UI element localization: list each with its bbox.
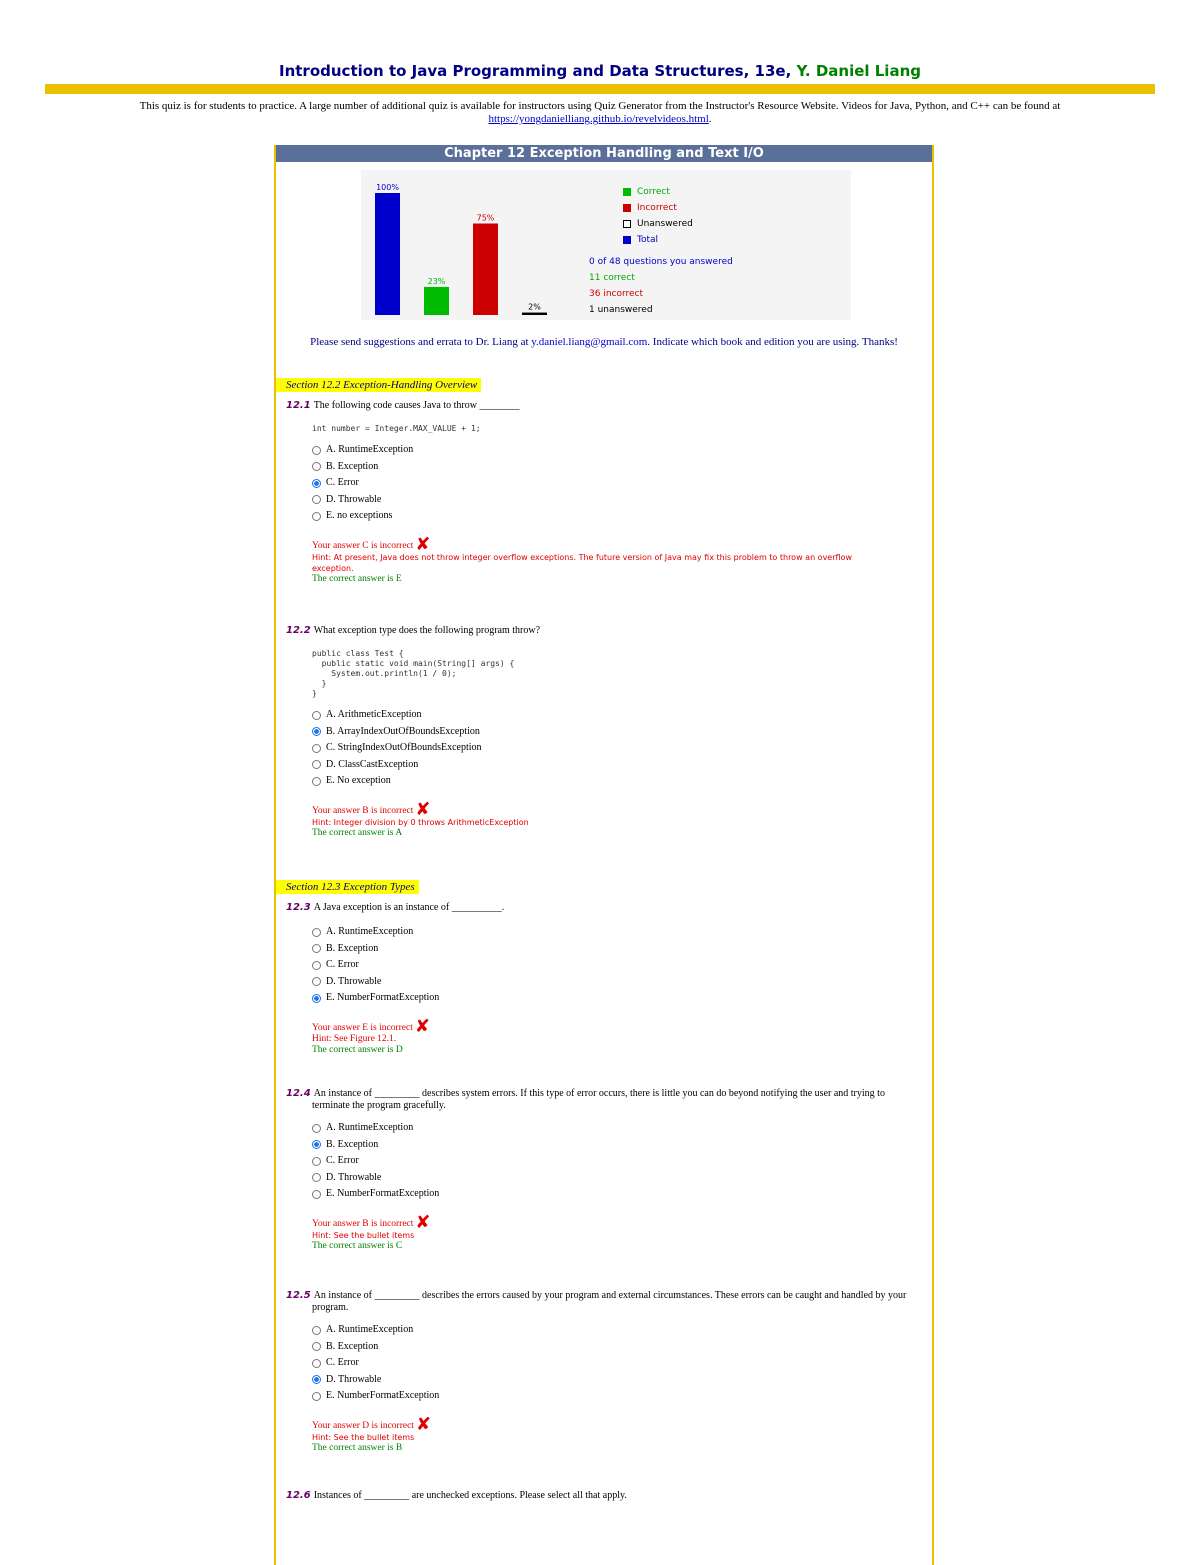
correct-answer-text: The correct answer is C [312, 1240, 403, 1251]
option-label: D. Throwable [326, 1373, 382, 1385]
book-title: Introduction to Java Programming and Data Structures, 13e, [279, 62, 792, 80]
question-12-3 [286, 902, 916, 1056]
option-a[interactable] [312, 924, 916, 941]
incorrect-x-icon: ✘ [415, 1413, 432, 1435]
incorrect-x-icon: ✘ [415, 1211, 431, 1233]
verdict-text: Your answer B is incorrect [312, 1218, 414, 1229]
legend-item-incorrect [623, 200, 693, 216]
data-label-unanswered: 2% [528, 302, 541, 312]
radio-button[interactable] [312, 944, 321, 953]
option-c[interactable] [312, 475, 916, 492]
option-label: A. RuntimeException [326, 444, 414, 456]
option-label: C. StringIndexOutOfBoundsException [326, 742, 482, 754]
option-label: D. Throwable [326, 493, 382, 505]
option-label: B. ArrayIndexOutOfBoundsException [326, 725, 480, 737]
option-label: E. No exception [326, 775, 391, 787]
option-c[interactable] [312, 1355, 916, 1372]
option-b[interactable] [312, 1339, 916, 1356]
question-text: Instances of _________ are unchecked exceptions. Please select all that apply. [313, 1490, 627, 1501]
option-label: E. NumberFormatException [326, 992, 440, 1004]
radio-button[interactable] [312, 1173, 321, 1182]
code-block: int number = Integer.MAX_VALUE + 1; [312, 424, 481, 433]
question-number: 12.5 [286, 1290, 311, 1301]
answer-options [312, 442, 916, 525]
question-12-1 [286, 400, 916, 585]
data-label-total: 100% [376, 183, 399, 192]
section-header-12-3: Section 12.3 Exception Types [276, 880, 419, 894]
radio-button[interactable] [312, 512, 321, 521]
summary-answered: 0 of 48 questions you answered [589, 257, 733, 267]
option-label: E. NumberFormatException [326, 1390, 440, 1402]
feedback [312, 1211, 916, 1252]
radio-button[interactable] [312, 928, 321, 937]
verdict-text: Your answer D is incorrect [312, 1420, 414, 1431]
hint-text: Hint: See Figure 12.1. [312, 1033, 397, 1044]
legend-item-total [623, 232, 693, 248]
option-b[interactable] [312, 724, 916, 741]
question-12-6 [286, 1490, 916, 1502]
radio-button-selected[interactable] [312, 994, 321, 1003]
question-12-5 [286, 1290, 916, 1454]
section-header-12-2: Section 12.2 Exception-Handling Overview [276, 378, 481, 392]
verdict-text: Your answer B is incorrect [312, 805, 414, 816]
radio-button[interactable] [312, 760, 321, 769]
suggestion-note [276, 335, 932, 349]
option-d[interactable] [312, 1372, 916, 1389]
question-number: 12.2 [286, 625, 311, 636]
question-text: What exception type does the following program throw? [313, 625, 541, 636]
incorrect-x-icon: ✘ [415, 533, 431, 555]
option-a[interactable] [312, 1322, 916, 1339]
data-label-incorrect: 75% [476, 213, 495, 223]
legend-swatch-incorrect [623, 204, 631, 212]
question-number: 12.3 [286, 902, 311, 913]
results-summary [589, 254, 733, 318]
radio-button[interactable] [312, 1326, 321, 1335]
question-text: An instance of _________ describes system errors. If this type of error occurs, there is little you can do beyond notifying the user and trying to terminate the program gracefully. [312, 1088, 885, 1111]
option-e[interactable] [312, 508, 916, 525]
option-label: D. Throwable [326, 975, 382, 987]
answer-options [312, 1322, 916, 1405]
legend-item-unanswered [623, 216, 693, 232]
radio-button-selected[interactable] [312, 1375, 321, 1384]
legend-label-correct: Correct [637, 187, 670, 197]
legend-label-total: Total [637, 235, 659, 245]
legend-swatch-unanswered [623, 220, 631, 228]
chapter-title: Chapter 12 Exception Handling and Text I/O [276, 145, 932, 162]
bar-correct [424, 287, 449, 315]
option-d[interactable] [312, 492, 916, 509]
summary-incorrect: 36 incorrect [589, 289, 644, 299]
hint-text: Hint: Integer division by 0 throws ArithmeticException [312, 817, 529, 827]
header-divider [45, 84, 1155, 94]
author-name: Y. Daniel Liang [796, 62, 921, 80]
radio-button[interactable] [312, 777, 321, 786]
radio-button[interactable] [312, 495, 321, 504]
correct-answer-text: The correct answer is E [312, 573, 402, 584]
option-label: C. Error [326, 1357, 359, 1369]
answer-options [312, 924, 916, 1007]
feedback [312, 1413, 916, 1454]
radio-button[interactable] [312, 1157, 321, 1166]
answer-options [312, 1120, 916, 1203]
legend-swatch-total [623, 236, 631, 244]
option-a[interactable] [312, 442, 916, 459]
option-label: B. Exception [326, 1340, 379, 1352]
question-12-4 [286, 1088, 916, 1252]
bar-unanswered [522, 313, 547, 315]
option-label: A. RuntimeException [326, 1324, 414, 1336]
radio-button[interactable] [312, 446, 321, 455]
verdict-text: Your answer C is incorrect [312, 540, 414, 551]
radio-button-selected[interactable] [312, 1140, 321, 1149]
feedback [312, 1015, 916, 1056]
radio-button-selected[interactable] [312, 479, 321, 488]
option-a[interactable] [312, 1120, 916, 1137]
option-e[interactable] [312, 1388, 916, 1405]
question-text: An instance of _________ describes the errors caused by your program and external circumstances. These errors can be caught and handled by your program. [312, 1290, 907, 1313]
radio-button[interactable] [312, 744, 321, 753]
option-d[interactable] [312, 757, 916, 774]
option-c[interactable] [312, 740, 916, 757]
option-label: B. Exception [326, 1138, 379, 1150]
author-email-link[interactable]: y.daniel.liang@gmail.com [531, 336, 648, 348]
answer-options [312, 707, 916, 790]
radio-button[interactable] [312, 462, 321, 471]
option-label: C. Error [326, 959, 359, 971]
option-label: A. RuntimeException [326, 1122, 414, 1134]
option-c[interactable] [312, 1153, 916, 1170]
summary-unanswered: 1 unanswered [589, 305, 653, 315]
option-label: A. ArithmeticException [326, 709, 422, 721]
correct-answer-text: The correct answer is D [312, 1044, 403, 1055]
radio-button[interactable] [312, 1124, 321, 1133]
option-e[interactable] [312, 773, 916, 790]
results-bar-chart [361, 170, 581, 320]
option-label: B. Exception [326, 942, 379, 954]
option-e[interactable] [312, 990, 916, 1007]
option-b[interactable] [312, 459, 916, 476]
question-number: 12.6 [286, 1490, 311, 1501]
page-header [0, 62, 1200, 80]
radio-button[interactable] [312, 1359, 321, 1368]
suggest-prefix: Please send suggestions and errata to Dr. Liang at [310, 336, 529, 348]
suggest-suffix: . Indicate which book and edition you are using. Thanks! [647, 336, 898, 348]
option-d[interactable] [312, 974, 916, 991]
data-label-correct: 23% [427, 276, 446, 286]
option-label: B. Exception [326, 460, 379, 472]
intro-period: . [708, 113, 712, 125]
quiz-panel [274, 145, 934, 1565]
legend-swatch-correct [623, 188, 631, 196]
feedback [312, 798, 916, 839]
radio-button-selected[interactable] [312, 727, 321, 736]
legend-label-incorrect: Incorrect [637, 203, 677, 213]
radio-button[interactable] [312, 961, 321, 970]
option-b[interactable] [312, 941, 916, 958]
videos-link[interactable]: https://yongdanielliang.github.io/revelvideos.html [488, 113, 709, 125]
radio-button[interactable] [312, 1392, 321, 1401]
incorrect-x-icon: ✘ [415, 798, 431, 820]
option-label: D. ClassCastException [326, 758, 419, 770]
legend-label-unanswered: Unanswered [637, 219, 693, 229]
summary-correct: 11 correct [589, 273, 635, 283]
option-label: C. Error [326, 1155, 359, 1167]
option-label: E. NumberFormatException [326, 1188, 440, 1200]
option-label: D. Throwable [326, 1171, 382, 1183]
correct-answer-text: The correct answer is A [312, 827, 403, 838]
question-12-2 [286, 625, 916, 839]
option-c[interactable] [312, 957, 916, 974]
hint-text: Hint: See the bullet items [312, 1432, 415, 1442]
verdict-text: Your answer E is incorrect [312, 1022, 413, 1033]
chart-legend [623, 184, 693, 248]
incorrect-x-icon: ✘ [414, 1015, 430, 1037]
option-a[interactable] [312, 707, 916, 724]
option-label: A. RuntimeException [326, 926, 414, 938]
feedback [312, 533, 916, 585]
radio-button[interactable] [312, 1190, 321, 1199]
intro-body: This quiz is for students to practice. A large number of additional quiz is available for instructors using Quiz Generator from the Instructor's Resource Website. Videos for Java, Python, and C++ can be found at [139, 100, 1061, 112]
bar-incorrect [473, 224, 498, 316]
radio-button[interactable] [312, 1342, 321, 1351]
hint-text: Hint: See the bullet items [312, 1230, 415, 1240]
legend-item-correct [623, 184, 693, 200]
option-b[interactable] [312, 1137, 916, 1154]
hint-text: Hint: At present, Java does not throw integer overflow exceptions. The future version of Java may fix this problem to throw an overflow exception. [312, 552, 852, 573]
results-chart [361, 170, 851, 320]
bar-total [375, 193, 400, 315]
radio-button[interactable] [312, 977, 321, 986]
code-block: public class Test { public static void main(String[] args) { System.out.println(1 / 0); } } [312, 649, 515, 698]
option-label: E. no exceptions [326, 510, 393, 522]
radio-button[interactable] [312, 711, 321, 720]
question-text: A Java exception is an instance of __________. [313, 902, 505, 913]
option-d[interactable] [312, 1170, 916, 1187]
question-number: 12.4 [286, 1088, 311, 1099]
correct-answer-text: The correct answer is B [312, 1442, 403, 1453]
question-text: The following code causes Java to throw ________ [313, 400, 520, 411]
intro-text [30, 100, 1170, 126]
question-number: 12.1 [286, 400, 311, 411]
option-label: C. Error [326, 477, 359, 489]
option-e[interactable] [312, 1186, 916, 1203]
